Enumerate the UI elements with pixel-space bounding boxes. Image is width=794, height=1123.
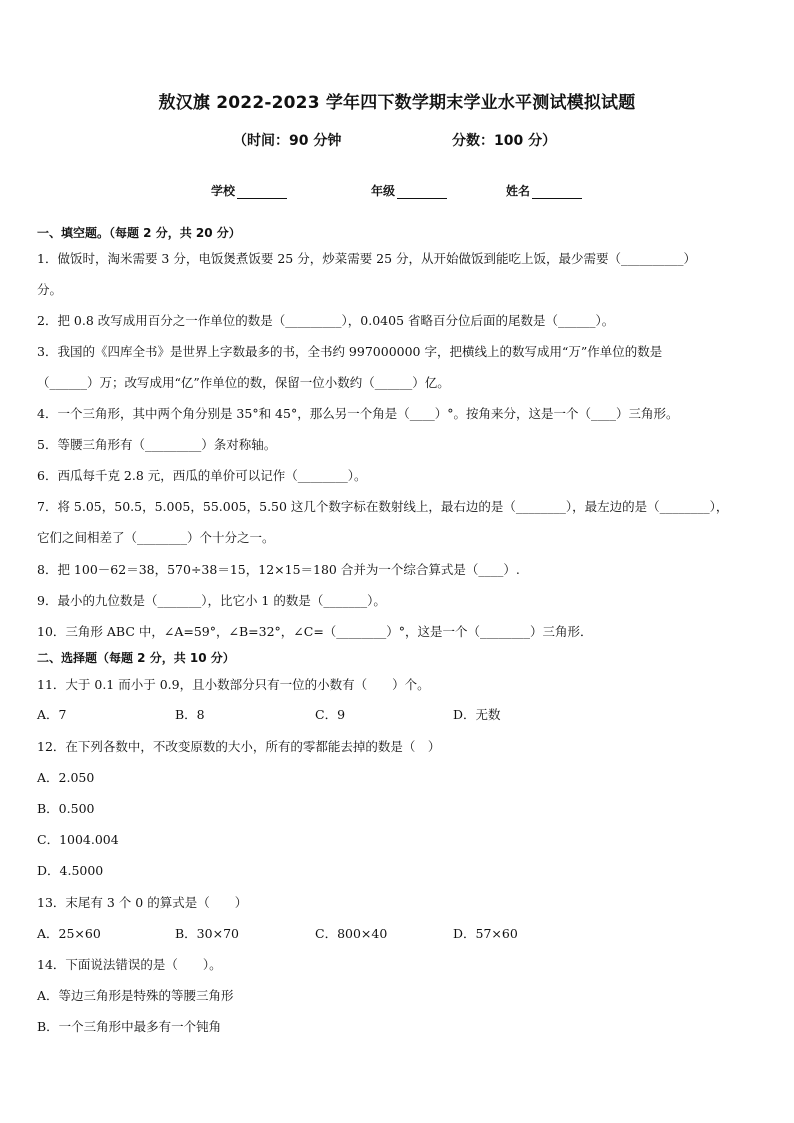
q11-option-b[interactable]: B．8 [175,707,205,722]
question-9: 9．最小的九位数是（_______），比它小 1 的数是（_______）。 [37,593,386,608]
question-7: 7．将 5.05，50.5，5.005，55.005，5.50 这几个数字标在数射线上，最右边的是（________），最左边的是（________）， [37,499,729,514]
q13-option-c[interactable]: C．800×40 [315,926,388,941]
question-13: 13．末尾有 3 个 0 的算式是（ ） [37,895,248,910]
question-1: 1．做饭时，淘米需要 3 分，电饭煲煮饭要 25 分，炒菜需要 25 分，从开始做饭到能吃上饭，最少需要（__________） [37,251,697,266]
name-blank[interactable] [532,186,582,199]
question-4: 4．一个三角形，其中两个角分别是 35°和 45°，那么另一个角是（____）°。按角来分，这是一个（____）三角形。 [37,406,679,421]
question-3: 3．我国的《四库全书》是世界上字数最多的书，全书约 997000000 字，把横线上的数写成用“万”作单位的数是 [37,344,663,359]
question-8: 8．把 100－62＝38，570÷38＝15，12×15＝180 合并为一个综合算式是（____）. [37,562,520,577]
q13-option-a[interactable]: A．25×60 [37,926,101,941]
question-2: 2．把 0.8 改写成用百分之一作单位的数是（_________），0.0405 省略百分位后面的尾数是（______）。 [37,313,615,328]
name-label: 姓名 [506,184,531,198]
school-label: 学校 [211,184,236,198]
exam-score: 分数：100 分） [452,133,557,149]
section-heading-choice: 二、选择题（每题 2 分，共 10 分） [37,651,235,665]
q13-option-b[interactable]: B．30×70 [175,926,239,941]
q13-option-d[interactable]: D．57×60 [453,926,518,941]
question-5: 5．等腰三角形有（_________）条对称轴。 [37,437,277,452]
question-6: 6．西瓜每千克 2.8 元，西瓜的单价可以记作（________）。 [37,468,367,483]
question-7-cont: 它们之间相差了（________）个十分之一。 [37,530,275,545]
grade-field [371,182,447,199]
section-heading-fill: 一、填空题。（每题 2 分，共 20 分） [37,226,241,240]
q11-option-d[interactable]: D．无数 [453,707,501,722]
question-12: 12．在下列各数中，不改变原数的大小，所有的零都能去掉的数是（ ） [37,739,441,754]
q12-option-a[interactable]: A．2.050 [37,770,95,785]
name-field [506,182,582,199]
question-14: 14．下面说法错误的是（ ）。 [37,957,222,972]
grade-blank[interactable] [397,186,447,199]
question-1-cont: 分。 [37,282,63,297]
q12-option-d[interactable]: D．4.5000 [37,863,104,878]
page-title: 敖汉旗 2022-2023 学年四下数学期末学业水平测试模拟试题 [158,93,636,113]
question-3-cont: （______）万；改写成用“亿”作单位的数，保留一位小数约（______）亿。 [37,375,450,390]
school-blank[interactable] [237,186,287,199]
school-field [211,182,287,199]
q14-option-a[interactable]: A．等边三角形是特殊的等腰三角形 [37,988,234,1003]
q11-option-c[interactable]: C．9 [315,707,346,722]
q11-option-a[interactable]: A．7 [37,707,67,722]
grade-label: 年级 [371,184,396,198]
question-11: 11．大于 0.1 而小于 0.9，且小数部分只有一位的小数有（ ）个。 [37,677,430,692]
q14-option-b[interactable]: B．一个三角形中最多有一个钝角 [37,1019,222,1034]
q12-option-c[interactable]: C．1004.004 [37,832,119,847]
question-10: 10．三角形 ABC 中，∠A=59°，∠B=32°，∠C=（________）°，这是一个（________）三角形． [37,624,593,639]
q12-option-b[interactable]: B．0.500 [37,801,95,816]
exam-time: （时间：90 分钟 [233,133,342,149]
